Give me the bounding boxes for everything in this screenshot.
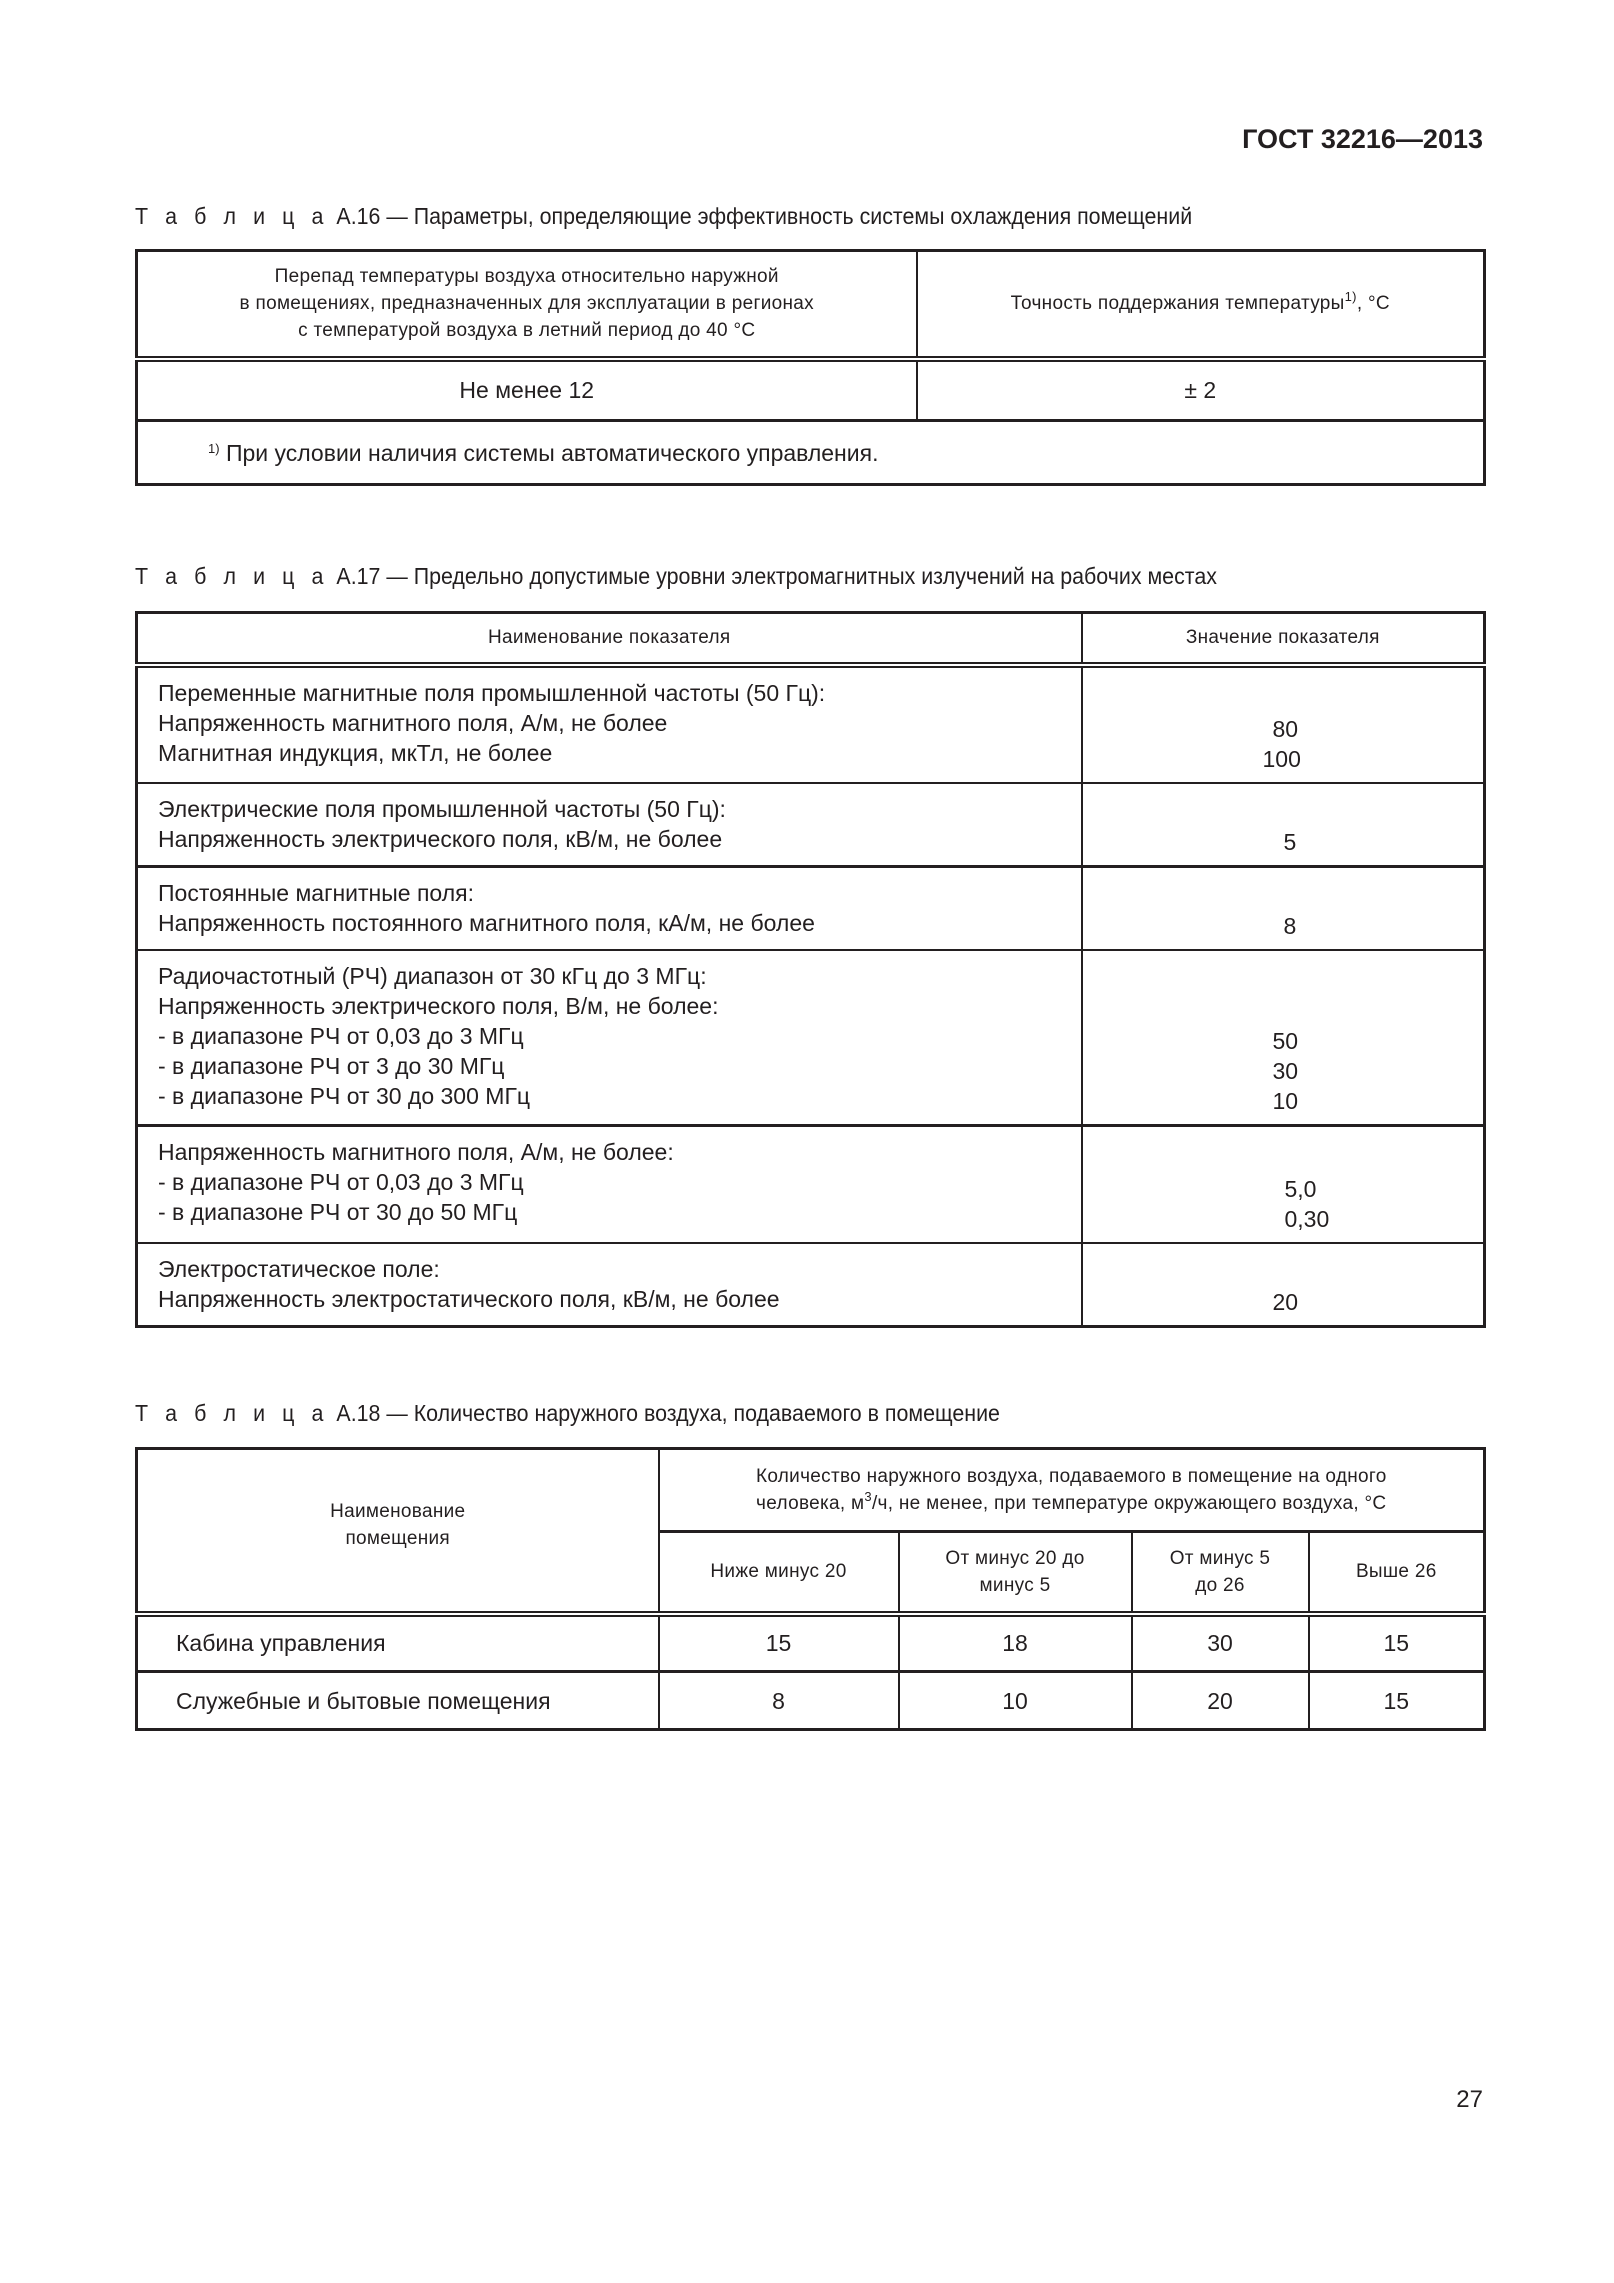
footnote-marker: 1)	[208, 440, 220, 456]
table-row	[137, 1672, 1485, 1730]
value-cell: 10	[899, 1672, 1132, 1730]
indicator-name	[137, 783, 1082, 867]
name-line: Напряженность магнитного поля, А/м, не более:	[158, 1139, 674, 1165]
table-a16-title: А.16 — Параметры, определяющие эффективность системы охлаждения помещений	[336, 203, 1193, 229]
value-cell: 15	[659, 1614, 899, 1672]
name-line: Магнитная индукция, мкТл, не более	[158, 739, 553, 766]
value-line: 5	[1283, 829, 1297, 855]
value-cell: 20	[1132, 1672, 1309, 1730]
value-line: 0,30	[1284, 1205, 1330, 1232]
value-line: 30	[1272, 1058, 1299, 1084]
table-a16-cell-accuracy: ± 2	[917, 359, 1485, 421]
value-line: 20	[1272, 1289, 1299, 1315]
value-cell: 15	[1309, 1614, 1485, 1672]
table-row	[137, 1126, 1485, 1243]
subheader-line: Выше 26	[1355, 1561, 1437, 1583]
name-line: Напряженность электростатического поля, кВ/м, не более	[158, 1285, 780, 1312]
subheader-below-minus-20	[659, 1532, 899, 1614]
table-label: Т а б л и ц а	[135, 203, 329, 229]
table-a16	[135, 249, 1486, 486]
room-name: Кабина управления	[137, 1614, 659, 1672]
value-line: 50	[1272, 1028, 1299, 1054]
header-text: Точность поддержания температуры	[1010, 293, 1345, 315]
indicator-name	[137, 665, 1082, 783]
subheader-above-26	[1309, 1532, 1485, 1614]
value-cell: 30	[1132, 1614, 1309, 1672]
table-a16-col1-header	[137, 251, 917, 359]
indicator-value	[1082, 1243, 1485, 1327]
table-row	[137, 867, 1485, 950]
name-line: Напряженность электрического поля, кВ/м, не более	[158, 825, 723, 852]
table-a16-data-row	[137, 359, 1485, 421]
room-name: Служебные и бытовые помещения	[137, 1672, 659, 1730]
table-a17	[135, 611, 1486, 1328]
table-a16-footnote	[137, 421, 1485, 485]
name-line: Напряженность магнитного поля, А/м, не более	[158, 709, 668, 736]
name-line: Электрические поля промышленной частоты (50 Гц):	[158, 795, 726, 822]
indicator-name	[137, 867, 1082, 950]
table-label: Т а б л и ц а	[135, 1400, 329, 1426]
indicator-name	[137, 1243, 1082, 1327]
value-line: 5,0	[1284, 1175, 1317, 1202]
indicator-value	[1082, 665, 1485, 783]
table-a16-col2-header	[917, 251, 1485, 359]
value-cell: 18	[899, 1614, 1132, 1672]
name-line: Напряженность постоянного магнитного поля, кА/м, не более	[158, 910, 815, 936]
subheader-line: Ниже минус 20	[710, 1561, 847, 1583]
subheader-line: минус 5	[979, 1574, 1051, 1596]
table-row	[137, 950, 1485, 1126]
table-row	[137, 783, 1485, 867]
indicator-name	[137, 1126, 1082, 1243]
name-line: - в диапазоне РЧ от 0,03 до 3 МГц	[158, 1022, 524, 1049]
table-a17-header-name: Наименование показателя	[137, 613, 1082, 665]
footnote-ref: 1)	[1344, 289, 1357, 305]
superscript: 3	[864, 1489, 872, 1504]
subheader-minus-20-to-minus-5	[899, 1532, 1132, 1614]
table-a17-caption	[135, 563, 1217, 590]
header-line: помещения	[345, 1528, 451, 1550]
table-row	[137, 665, 1485, 783]
name-line: Постоянные магнитные поля:	[158, 880, 474, 906]
table-row	[137, 1243, 1485, 1327]
page-number: 27	[1456, 2086, 1483, 2113]
name-line: - в диапазоне РЧ от 0,03 до 3 МГц	[158, 1169, 524, 1195]
subheader-minus-5-to-26	[1132, 1532, 1309, 1614]
header-unit: , °С	[1356, 293, 1390, 315]
subheader-line: От минус 5	[1169, 1547, 1271, 1569]
indicator-value	[1082, 783, 1485, 867]
table-a16-cell-temp-diff: Не менее 12	[137, 359, 917, 421]
value-line: 80	[1272, 715, 1299, 742]
table-a18-header-room-name	[137, 1449, 659, 1614]
name-line: Напряженность электрического поля, В/м, не более:	[158, 992, 719, 1019]
name-line: Электростатическое поле:	[158, 1255, 440, 1282]
subheader-line: От минус 20 до	[945, 1547, 1085, 1569]
header-line: Наименование	[330, 1501, 466, 1523]
table-a16-header-row	[137, 251, 1485, 359]
table-a17-header-row	[137, 613, 1485, 665]
value-cell: 15	[1309, 1672, 1485, 1730]
name-line: Радиочастотный (РЧ) диапазон от 30 кГц до 3 МГц:	[158, 962, 707, 989]
header-line: Перепад температуры воздуха относительно наружной	[274, 266, 779, 288]
table-row	[137, 1614, 1485, 1672]
name-line: Переменные магнитные поля промышленной частоты (50 Гц):	[158, 679, 826, 706]
indicator-value	[1082, 867, 1485, 950]
table-a18-header-row	[137, 1449, 1485, 1532]
value-line: 100	[1262, 745, 1301, 772]
header-text: человека, м	[756, 1493, 865, 1514]
header-line	[660, 1490, 1484, 1517]
table-a18-caption	[135, 1400, 1000, 1427]
table-a17-title: А.17 — Предельно допустимые уровни электромагнитных излучений на рабочих местах	[336, 563, 1217, 589]
indicator-value	[1082, 950, 1485, 1126]
name-line: - в диапазоне РЧ от 3 до 30 МГц	[158, 1052, 505, 1079]
table-a18-title: А.18 — Количество наружного воздуха, подаваемого в помещение	[336, 1400, 1000, 1426]
table-a18-header-air-quantity	[659, 1449, 1485, 1532]
footnote-text: При условии наличия системы автоматического управления.	[219, 439, 879, 466]
value-line: 10	[1272, 1088, 1299, 1114]
table-a18	[135, 1447, 1486, 1731]
document-standard-number: ГОСТ 32216—2013	[1242, 124, 1483, 154]
value-cell: 8	[659, 1672, 899, 1730]
header-line: в помещениях, предназначенных для эксплуатации в регионах	[239, 293, 814, 315]
indicator-value	[1082, 1126, 1485, 1243]
header-text: /ч, не менее, при температуре окружающего воздуха, °С	[871, 1493, 1387, 1514]
name-line: - в диапазоне РЧ от 30 до 300 МГц	[158, 1082, 531, 1109]
table-a17-header-value: Значение показателя	[1082, 613, 1485, 665]
indicator-name	[137, 950, 1082, 1126]
name-line: - в диапазоне РЧ от 30 до 50 МГц	[158, 1199, 518, 1225]
subheader-line: до 26	[1195, 1574, 1245, 1596]
table-a16-caption	[135, 203, 1192, 230]
header-line: с температурой воздуха в летний период до 40 °С	[298, 320, 756, 342]
value-line: 8	[1283, 912, 1297, 939]
table-a16-footnote-row	[137, 421, 1485, 485]
table-label: Т а б л и ц а	[135, 563, 329, 589]
header-line: Количество наружного воздуха, подаваемого в помещение на одного	[755, 1466, 1387, 1487]
